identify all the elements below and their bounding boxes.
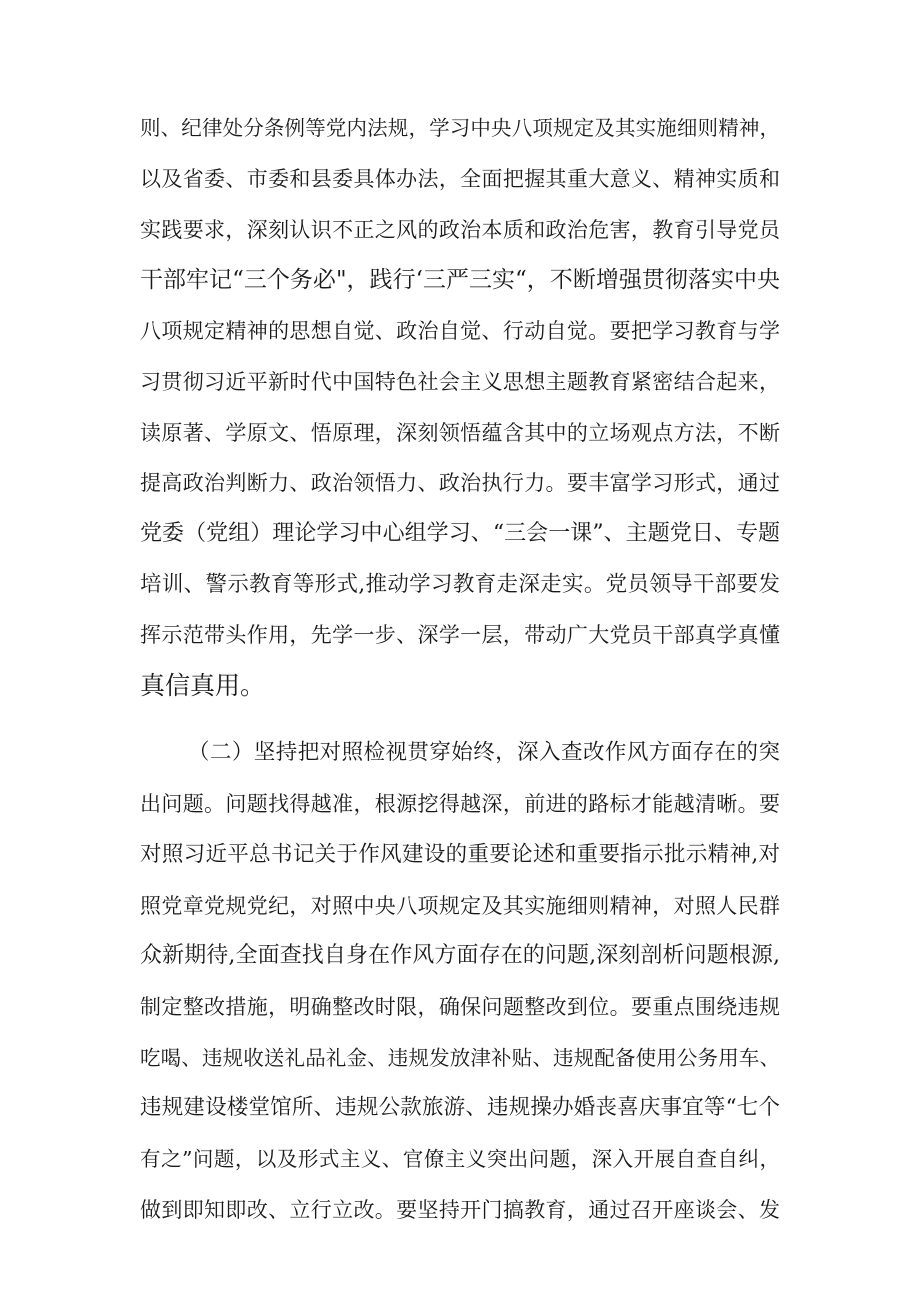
text-line: （二）坚持把对照检视贯穿始终，深入查改作风方面存在的突 (188, 740, 780, 765)
text-line: 吃喝、违规收送礼品礼金、违规发放津补贴、违规配备使用公务用车、 (140, 1046, 780, 1070)
text-line: 读原著、学原文、悟原理，深刻领悟蕴含其中的立场观点方法，不断 (140, 421, 780, 445)
text-line: 干部牢记“三个务必"，践行‘三严三实“，不断增强贯彻落实中央 (140, 267, 780, 293)
text-line: 党委（党组）理论学习中心组学习、“三会一课”、主题党日、专题 (140, 521, 780, 546)
text-line: 出问题。问题找得越准，根源挖得越深，前进的路标才能越清晰。要 (140, 792, 780, 816)
text-line: 习贯彻习近平新时代中国特色社会主义思想主题教育紧密结合起来， (140, 370, 780, 394)
text-line: 提高政治判断力、政治领悟力、政治执行力。要丰富学习形式，通过 (140, 471, 780, 495)
text-line: 做到即知即改、立行立改。要坚持开门搞教育，通过召开座谈会、发 (140, 1198, 780, 1222)
text-line: 真信真用。 (140, 671, 266, 700)
text-line: 制定整改措施，明确整改时限，确保问题整改到位。要重点围绕违规 (140, 995, 780, 1019)
text-line: 照党章党规党纪，对照中央八项规定及其实施细则精神，对照人民群 (140, 894, 780, 918)
text-line: 众新期待,全面查找自身在作风方面存在的问题,深刻剖析问题根源, (140, 943, 780, 968)
text-line: 实践要求，深刻认识不正之风的政治本质和政治危害，教育引导党员 (140, 218, 780, 242)
text-line: 有之”问题，以及形式主义、官僚主义突出问题，深入开展自查自纠， (140, 1147, 780, 1171)
text-line: 培训、警示教育等形式,推动学习教育走深走实。党员领导干部要发 (140, 572, 780, 597)
text-line: 违规建设楼堂馆所、违规公款旅游、违规操办婚丧喜庆事宜等“七个 (140, 1095, 780, 1120)
text-line: 以及省委、市委和县委具体办法，全面把握其重大意义、精神实质和 (140, 167, 780, 191)
text-line: 对照习近平总书记关于作风建设的重要论述和重要指示批示精神,对 (140, 842, 780, 867)
text-line: 八项规定精神的思想自觉、政治自觉、行动自觉。要把学习教育与学 (140, 319, 780, 343)
text-line: 挥示范带头作用，先学一步、深学一层，带动广大党员干部真学真懂 (140, 623, 780, 647)
text-line: 则、纪律处分条例等党内法规，学习中央八项规定及其实施细则精神， (140, 116, 780, 140)
